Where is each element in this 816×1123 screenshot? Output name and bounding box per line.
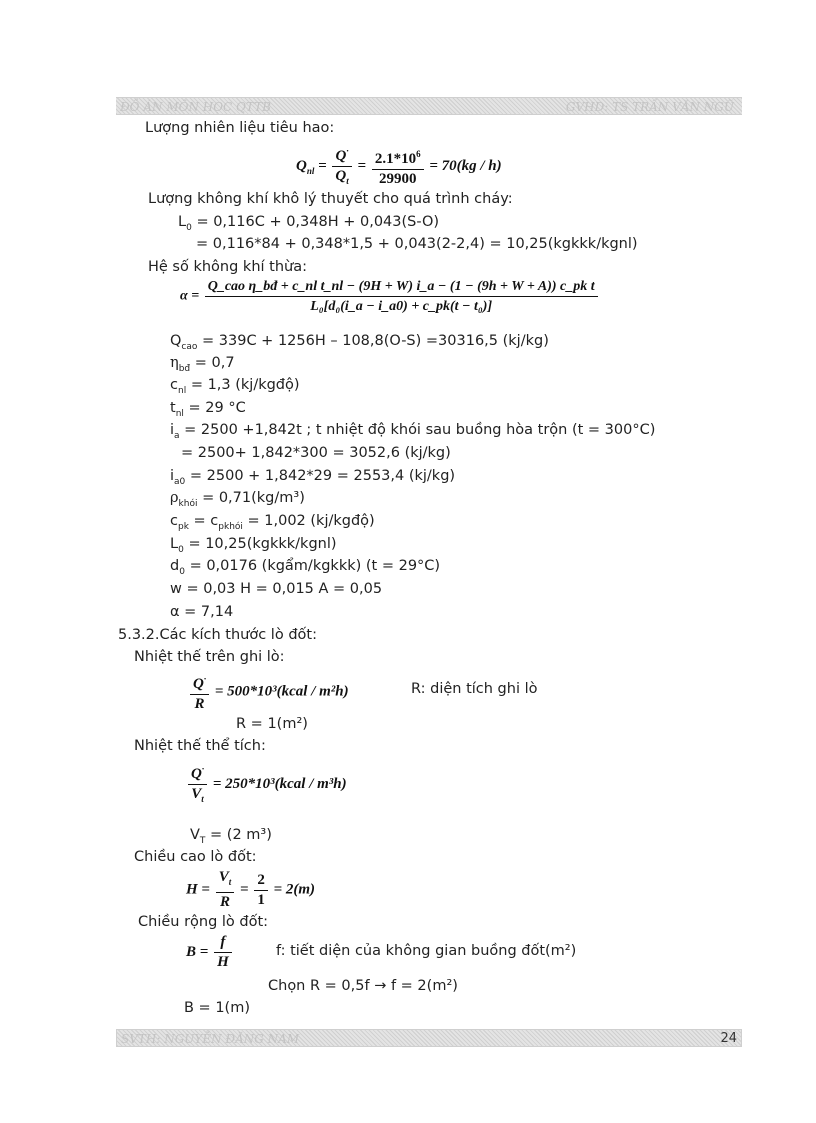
b-value: B = 1(m) [184, 1000, 250, 1016]
r-value: R = 1(m²) [236, 716, 308, 732]
rho-line: $\rho_{khói} = 0,71(kg/m^3)$ [170, 490, 305, 509]
qcao-line: $Q_{cao} = 339C + 1256H - 108,8(O-S) =30316,5$ (kj/kg) [170, 333, 549, 352]
cnl-line: $c_{nl} = 1,3$ (kj/kgđộ) [170, 377, 300, 396]
ia-line-2: = 2500+ 1,842*300 = 3052,6 (kj/kg) [181, 445, 451, 461]
section-heading: 5.3.2.Các kích thước lò đốt: [118, 627, 317, 643]
alpha-value-line: α = 7,14 [170, 604, 234, 620]
furnace-height-label: Chiều cao lò đốt: [134, 849, 257, 865]
l0-formula: $L_0 = 0,116C + 0,348H + 0,043(S-O)$ [178, 214, 440, 233]
vt-value: $V_T = (2$ m³) [190, 827, 272, 846]
header-supervisor: GVHD: TS TRẦN VĂN NGŨ [565, 100, 734, 114]
ia0-line: $i_{a0} = 2500 + 1,842*29 = 2553,4$ (kj/kg) [170, 468, 456, 487]
excess-air-denominator: L₀[d₀(i_a − i_a0) + c_pk(t − t₀)] [310, 299, 493, 314]
eta-line: $\eta_{bđ} = 0,7$ [170, 355, 235, 374]
volume-heat-load-label: Nhiệt thế thể tích: [134, 738, 266, 754]
footer-student: SVTH: NGUYỄN ĐĂNG NAM [121, 1032, 300, 1046]
cpk-line: $c_{pk} = c_{pkhói} = 1,002$ (kj/kgđộ) [170, 513, 375, 532]
section-area-note: f: tiết diện của không gian buồng đốt(m²) [276, 943, 577, 959]
grate-heat-load-label: Nhiệt thế trên ghi lò: [134, 649, 285, 665]
furnace-width-equation: B = $\frac{f}{H}$ [186, 933, 234, 972]
fuel-consumption-equation: $Q_{nl}$ = $\frac{Q^\cdot}{Q_t}$ = $\frac{2.1*10^6}{29900}$ = 70(kg / h) [296, 142, 502, 191]
page-footer [116, 1029, 742, 1047]
excess-air-numerator: Q_cao η_bđ + c_nl t_nl − (9H + W) i_a − (1 − (9h + W + A)) c_pk t [205, 277, 598, 297]
grate-heat-load-equation: $\frac{Q^\cdot}{R}$ = 500*10³(kcal / m²h) [188, 670, 349, 714]
page-number: 24 [720, 1031, 737, 1046]
fuel-consumption-label: Lượng nhiên liệu tiêu hao: [145, 120, 335, 136]
d0-line: $d_0 = 0,0176$ (kgẩm/kgkkk) (t = 29°C) [170, 558, 441, 577]
header-course-title: ĐỒ ÁN MÔN HỌC QTTB [120, 100, 271, 114]
page-header [116, 97, 742, 115]
excess-air-equation: α = Q_cao η_bđ + c_nl t_nl − (9H + W) i_a − (1 − (9h + W + A)) c_pk t L₀[d₀(i_a − i_a0) + c_pk(t − t₀)] [180, 277, 600, 316]
l0-value-line: $L_0$ = 10,25(kgkkk/kgnl) [170, 536, 337, 555]
w-h-a-line: w = 0,03 H = 0,015 A = 0,05 [170, 581, 383, 597]
choose-area-line: Chọn R = 0,5f → f = 2(m²) [268, 978, 458, 994]
furnace-width-label: Chiều rộng lò đốt: [138, 914, 269, 930]
excess-air-label: Hệ số không khí thừa: [148, 259, 307, 275]
volume-heat-load-equation: $\frac{Q^\cdot}{V_t}$ = 250*10³(kcal / m³h) [186, 760, 347, 809]
tnl-line: $t_{nl} = 29$ °C [170, 400, 246, 419]
l0-calculation: = 0,116*84 + 0,348*1,5 + 0,043(2-2,4) = 10,25(kgkkk/kgnl) [196, 236, 638, 252]
ia-line-1: $i_a = 2500 +1,842t$ ; t nhiệt độ khói sau buồng hòa trộn (t = 300°C) [170, 422, 656, 441]
furnace-height-equation: H = $\frac{V_t}{R}$ = $\frac{2}{1}$ = 2(m) [186, 869, 316, 910]
grate-area-note: R: diện tích ghi lò [411, 681, 538, 697]
theoretical-air-label: Lượng không khí khô lý thuyết cho quá trình cháy: [148, 191, 513, 207]
